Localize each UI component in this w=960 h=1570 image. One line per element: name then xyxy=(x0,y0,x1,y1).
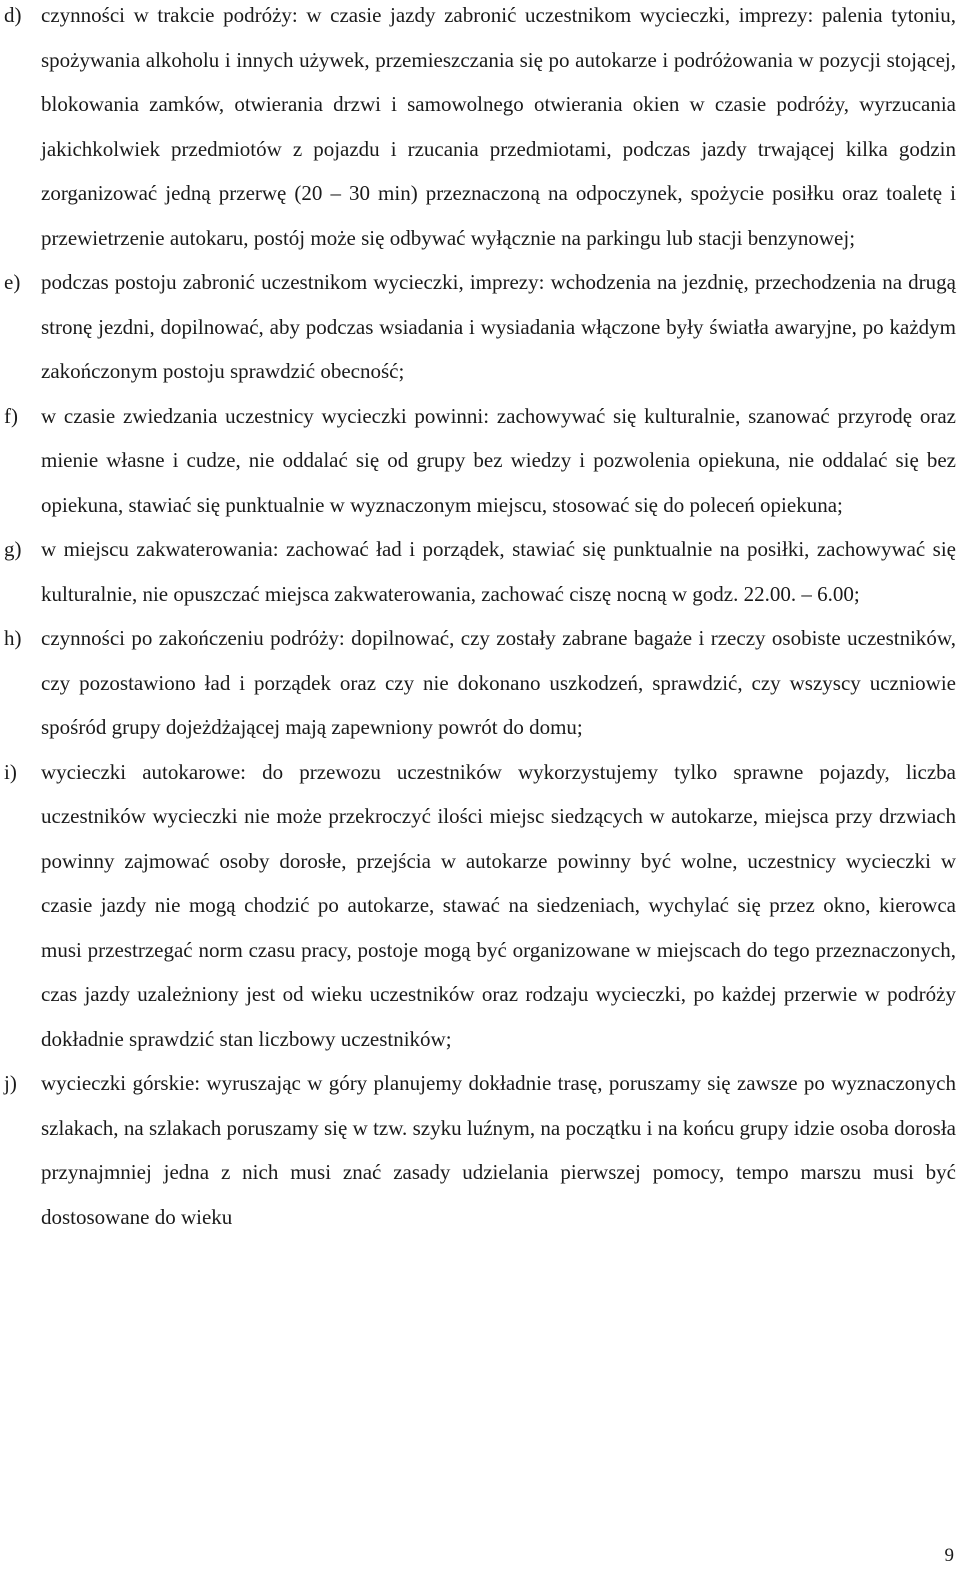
list-marker: i) xyxy=(4,759,17,784)
list-item-text: czynności po zakończeniu podróży: dopilnować, czy zostały zabrane bagaże i rzeczy osobiste uczestników, czy pozostawiono ład i porządek oraz czy nie dokonano uszkodzeń, sprawdzić, czy wszyscy uczniowie spośród grupy dojeżdżającej mają zapewniony powrót do domu; xyxy=(41,626,956,739)
list-marker: e) xyxy=(4,270,21,294)
list-item-text: wycieczki górskie: wyruszając w góry planujemy dokładnie trasę, poruszamy się zawsze po wyznaczonych szlakach, na szlakach poruszamy się w tzw. szyku luźnym, na początku i na końcu grupy idzie osoba dorosła przynajmniej jedna z nich musi znać zasady udzielania pierwszej pomocy, tempo marszu musi być dostosowane do wieku xyxy=(41,1071,956,1229)
list-item-text: w miejscu zakwaterowania: zachować ład i porządek, stawiać się punktualnie na posiłki, zachowywać się kulturalnie, nie opuszczać miejsca zakwaterowania, zachować ciszę nocną w godz. 22.00. – 6.00; xyxy=(41,537,956,606)
list-item-i xyxy=(0,750,960,1062)
list-item-g xyxy=(0,527,960,616)
list-item-d xyxy=(0,0,960,260)
page-number: 9 xyxy=(944,1545,954,1566)
list-marker: f) xyxy=(4,403,18,428)
list-item-f xyxy=(0,394,960,528)
list-marker: d) xyxy=(4,3,22,27)
list-item-text: podczas postoju zabronić uczestnikom wycieczki, imprezy: wchodzenia na jezdnię, przechodzenia na drugą stronę jezdni, dopilnować, aby podczas wsiadania i wysiadania włączone były światła awaryjne, po każdym zakończonym postoju sprawdzić obecność; xyxy=(41,270,956,383)
list-item-text: w czasie zwiedzania uczestnicy wycieczki powinni: zachowywać się kulturalnie, szanować przyrodę oraz mienie własne i cudze, nie oddalać się od grupy bez wiedzy i pozwolenia opiekuna, nie oddalać się bez opiekuna, stawiać się punktualnie w wyznaczonym miejscu, stosować się do poleceń opiekuna; xyxy=(41,403,956,517)
list-item-j xyxy=(0,1061,960,1239)
list-item-h xyxy=(0,616,960,750)
list-marker: h) xyxy=(4,626,22,650)
list-item-text: wycieczki autokarowe: do przewozu uczestników wykorzystujemy tylko sprawne pojazdy, liczba uczestników wycieczki nie może przekroczyć ilości miejsc siedzących w autokarze, miejsca przy drzwiach powinny zajmować osoby dorosłe, przejścia w autokarze powinny być wolne, uczestnicy wycieczki w czasie jazdy nie mogą chodzić po autokarze, stawać na siedzeniach, wychylać się przez okno, kierowca musi przestrzegać norm czasu pracy, postoje mogą być organizowane w miejscach do tego przeznaczonych, czas jazdy uzależniony jest od wieku uczestników oraz rodzaju wycieczki, po każdej przerwie w podróży dokładnie sprawdzić stan liczbowy uczestników; xyxy=(41,759,956,1051)
list-marker: g) xyxy=(4,537,22,561)
list-marker: j) xyxy=(4,1071,17,1095)
list-item-e xyxy=(0,260,960,394)
list-item-text: czynności w trakcie podróży: w czasie jazdy zabronić uczestnikom wycieczki, imprezy: palenia tytoniu, spożywania alkoholu i innych używek, przemieszczania się po autokarze i podróżowania w pozycji stojącej, blokowania zamków, otwierania drzwi i samowolnego otwierania okien w czasie podróży, wyrzucania jakichkolwiek przedmiotów z pojazdu i rzucania przedmiotami, podczas jazdy trwającej kilka godzin zorganizować jedną przerwę (20 – 30 min) przeznaczoną na odpoczynek, spożycie posiłku oraz toaletę i przewietrzenie autokaru, postój może się odbywać wyłącznie na parkingu lub stacji benzynowej; xyxy=(41,3,956,250)
